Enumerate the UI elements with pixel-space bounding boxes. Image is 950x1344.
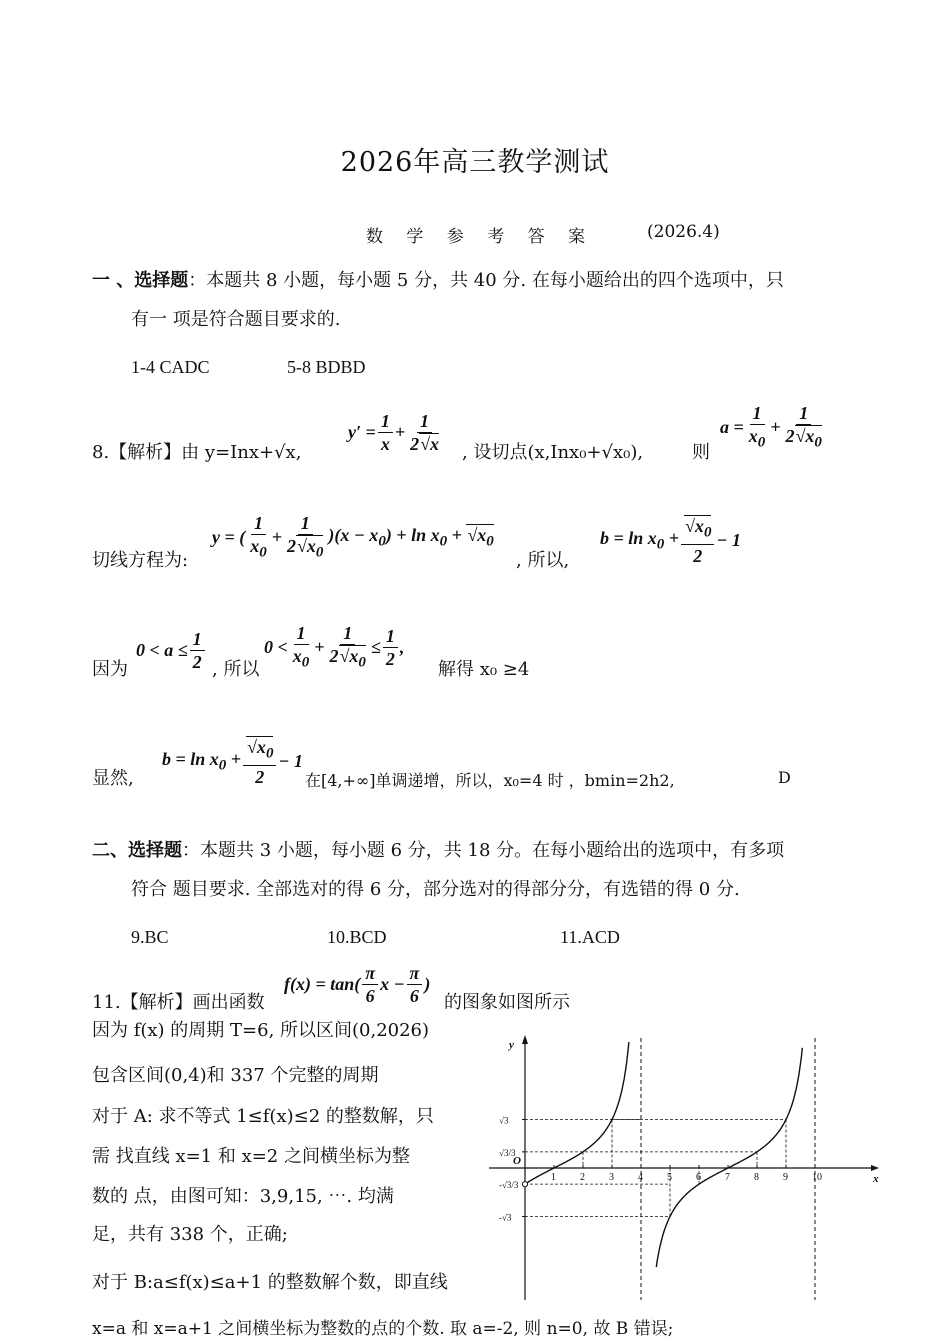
section1-heading: 一 、选择题 [92,270,189,291]
section1-desc1: ：本题共 8 小题，每小题 5 分，共 40 分. 在每小题给出的四个选项中，只 [188,270,784,291]
q11-function-formula: f(x) = tan( $\frac{\pi}{6}$ x − $\frac{\pi}{6}$ ) [284,963,431,1006]
q11-line2: 包含区间(0,4)和 337 个完整的周期 [92,1065,379,1086]
answer-10: 10.BCD [327,927,387,947]
answers-5-8: 5-8 BDBD [287,357,366,377]
q8-so2: , 所以 [212,659,260,680]
q8-conclusion: 在[4,+∞]单调递增，所以，x₀=4 时 ，bmin=2h2, [305,771,675,790]
x-tick-label-2: 2 [580,1172,585,1183]
q8-obviously: 显然, [92,768,134,789]
q8-solve: 解得 x₀ ≥4 [438,659,530,680]
y-tick-label: √3/3 [499,1147,516,1158]
open-point-marker [522,1182,527,1187]
q11-line8: x=a 和 x=a+1 之间横坐标为整数的点的个数. 取 a=-2, 则 n=0, 故 B 错误; [92,1319,674,1339]
y-tick-label: -√3 [499,1212,512,1223]
q8-tangent-label: 切线方程为: [92,550,189,571]
q8-intercept-formula: $b = \ln x_0$ + $\frac{√x_0}{2}$ − 1 [600,516,741,566]
page-title: 2026年高三教学测试 [340,147,610,178]
q8-then: 则 [692,442,710,463]
q11-line3: 对于 A: 求不等式 1≤f(x)≤2 的整数解，只 [92,1106,434,1127]
q8-b-function: $b = \ln x_0$ + $\frac{√x_0}{2}$ − 1 [162,737,303,787]
answer-11: 11.ACD [560,927,620,947]
q8-so: , 所以, [516,550,570,571]
section2-desc2: 符合 题目要求. 全部选对的得 6 分，部分选对的得部分分，有选错的得 0 分. [131,879,740,900]
x-tick-label-8: 8 [754,1172,759,1183]
q8-tangent-equation: y = ( $\frac{1}{x_0}$ + $\frac{1}{2√x_0}$ )$(x - x_0) + \ln x_0 + √x_0$ [212,513,494,561]
q8-label: 8.【解析】由 y=Inx+√x, [92,442,302,463]
q11-line4: 需 找直线 x=1 和 x=2 之间横坐标为整 [92,1146,410,1167]
x-tick-label-9: 9 [783,1172,788,1183]
q11-line1: 因为 f(x) 的周期 T=6, 所以区间(0,2026) [92,1020,430,1041]
q11-line6: 足，共有 338 个，正确; [92,1224,288,1245]
section2-line1 [92,838,784,864]
q8-slope-formula: a = $\frac{1}{x_0}$ + $\frac{1}{2√x_0}$ [720,403,822,451]
q8-tangent-point: , 设切点(x,Inx₀+√x₀), [462,442,644,463]
subtitle: 数 学 参 考 答 案 [366,227,595,247]
q8-inequality: 0 < $\frac{1}{x_0}$ + $\frac{1}{2√x_0}$ ≤ $\frac{1}{2}$ , [264,623,405,671]
x-tick-label-4: 4 [638,1172,643,1183]
x-tick-label-1: 1 [551,1172,556,1183]
y-tick-label: -√3/3 [499,1180,519,1191]
q8-because: 因为 [92,659,128,680]
y-tick-label: √3 [499,1115,509,1126]
q11-line7: 对于 B:a≤f(x)≤a+1 的整数解个数，即直线 [92,1272,448,1293]
q8-derivative-formula: y′ = $\frac{1}{x}$ + $\frac{1}{2√x}$ [348,411,439,454]
curve-branch-2 [656,1048,802,1267]
x-tick-label-3: 3 [609,1172,614,1183]
x-tick-label-6: 6 [696,1172,701,1183]
q11-line5: 数的 点，由图可知：3,9,15, ⋯. 均满 [92,1186,394,1207]
x-tick-label-5: 5 [667,1172,672,1183]
answers-1-4: 1-4 CADC [131,357,210,377]
origin-label: O [513,1155,521,1167]
q11-label: 11.【解析】画出函数 [92,992,265,1013]
q8-answer: D [778,768,791,787]
x-tick-label-7: 7 [725,1172,730,1183]
exam-date: (2026.4) [647,222,720,242]
answer-9: 9.BC [131,927,169,947]
section2-heading: 二、选择题 [92,840,182,861]
curve-branch-1 [525,1042,629,1184]
tangent-function-graph [485,1030,885,1302]
y-axis-label: y [509,1039,514,1051]
section1-desc2: 有一 项是符合题目要求的. [131,309,341,330]
section2-desc1: ：本题共 3 小题，每小题 6 分，共 18 分。在每小题给出的选项中，有多项 [182,840,785,861]
x-tick-label-10: 10 [812,1172,822,1183]
q8-a-range: 0 < a ≤ $\frac{1}{2}$ [136,628,207,673]
section1-line1 [92,268,784,294]
y-axis-arrow [522,1035,528,1044]
x-axis-label: x [873,1173,879,1185]
x-axis-arrow [871,1165,879,1171]
q11-tail: 的图象如图所示 [444,992,570,1013]
